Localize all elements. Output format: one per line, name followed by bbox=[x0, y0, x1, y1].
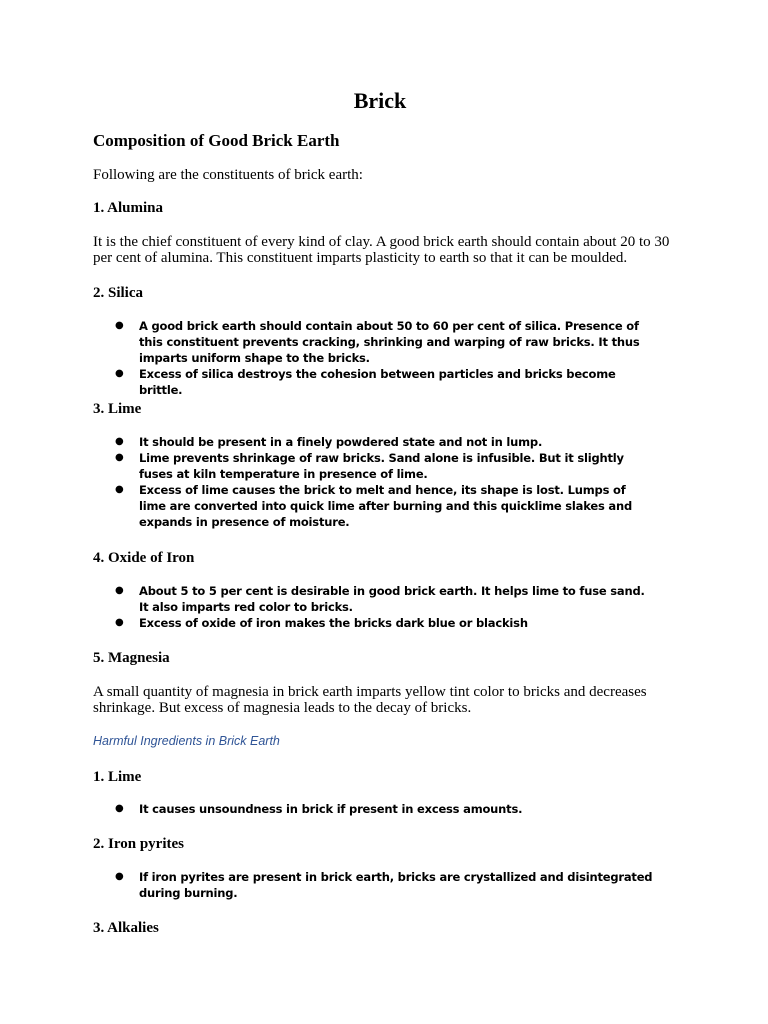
harmful-lime-heading: 1. Lime bbox=[93, 769, 142, 785]
list-item: ● About 5 to 5 per cent is desirable in good brick earth. It helps lime to fuse sand. It also imparts red color to bricks. bbox=[115, 584, 645, 614]
bullet-icon: ● bbox=[115, 617, 124, 628]
bullet-icon: ● bbox=[115, 871, 124, 882]
list-item: ● It should be present in a finely powdered state and not in lump. bbox=[115, 435, 543, 449]
bullet-icon: ● bbox=[115, 320, 124, 331]
iron-pyrites-list bbox=[93, 869, 653, 901]
iron-oxide-heading: 4. Oxide of Iron bbox=[93, 550, 195, 566]
harmful-lime-list bbox=[93, 801, 653, 817]
bullet-icon: ● bbox=[115, 484, 124, 495]
section-heading: Composition of Good Brick Earth bbox=[93, 131, 340, 150]
bullet-icon: ● bbox=[115, 452, 124, 463]
page-title: Brick bbox=[353, 88, 407, 113]
list-item: ● If iron pyrites are present in brick earth, bricks are crystallized and disintegrated during burning. bbox=[115, 870, 653, 900]
magnesia-heading: 5. Magnesia bbox=[93, 650, 170, 666]
bullet-icon: ● bbox=[115, 803, 124, 814]
list-item: ● Excess of oxide of iron makes the bricks dark blue or blackish bbox=[115, 616, 528, 630]
list-item: ● It causes unsoundness in brick if present in excess amounts. bbox=[115, 802, 523, 816]
intro-paragraph: Following are the constituents of brick earth: bbox=[93, 167, 363, 183]
list-item: ● A good brick earth should contain about 50 to 60 per cent of silica. Presence of this constituent prevents cracking, shrinking and warping of raw bricks. It thus imparts uniform shape to the bricks. bbox=[115, 319, 640, 365]
list-item: ● Lime prevents shrinkage of raw bricks. Sand alone is infusible. But it slightly fuses at kiln temperature in presence of lime. bbox=[115, 451, 624, 481]
alumina-paragraph: It is the chief constituent of every kind of clay. A good brick earth should contain about 20 to 30 per cent of alumina. This constituent imparts plasticity to earth so that it can be moulded. bbox=[93, 234, 670, 266]
bullet-icon: ● bbox=[115, 436, 124, 447]
alkalies-heading: 3. Alkalies bbox=[93, 920, 159, 936]
silica-heading: 2. Silica bbox=[93, 285, 144, 301]
bullet-icon: ● bbox=[115, 585, 124, 596]
bullet-icon: ● bbox=[115, 368, 124, 379]
harmful-ingredients-heading: Harmful Ingredients in Brick Earth bbox=[93, 734, 280, 748]
list-item: ● Excess of silica destroys the cohesion between particles and bricks become brittle. bbox=[115, 367, 616, 397]
magnesia-paragraph: A small quantity of magnesia in brick earth imparts yellow tint color to bricks and decreases shrinkage. But excess of magnesia leads to the decay of bricks. bbox=[93, 684, 647, 716]
silica-list bbox=[93, 318, 653, 398]
lime-heading: 3. Lime bbox=[93, 401, 142, 417]
alumina-heading: 1. Alumina bbox=[93, 200, 164, 216]
iron-oxide-list bbox=[93, 583, 653, 631]
list-item: ● Excess of lime causes the brick to melt and hence, its shape is lost. Lumps of lime are converted into quick lime after burning and this quicklime slakes and expands in presence of moisture. bbox=[115, 483, 632, 529]
iron-pyrites-heading: 2. Iron pyrites bbox=[93, 836, 184, 852]
lime-list bbox=[93, 434, 653, 530]
